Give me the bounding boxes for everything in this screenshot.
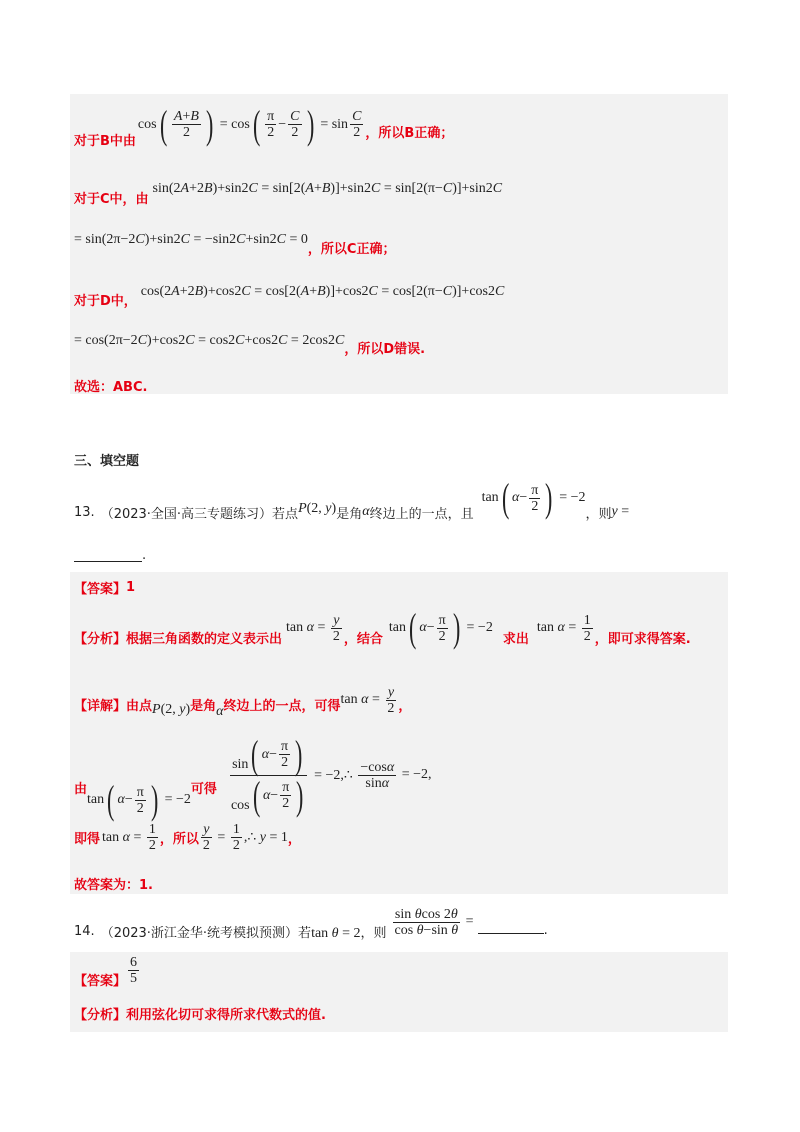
q13-condition: tan ( α − $\frac{\pi}{2}$ ) = −2 — [481, 475, 586, 520]
q13-line — [74, 475, 630, 526]
choice-line — [74, 376, 147, 395]
q13-detail-so: ，所以 — [159, 832, 199, 847]
q13-detail-tan-half: tan α = $\frac{1}{2}$ — [102, 822, 156, 853]
q13-text4: ，则 — [585, 506, 612, 522]
q13-blank-line — [74, 548, 146, 563]
q13-detail-end-comma: ， — [287, 832, 301, 847]
option-d-prefix: 对于D中， — [74, 294, 137, 309]
q13-point: P (2, y ) — [298, 501, 337, 516]
q13-number: 13. — [74, 504, 95, 520]
q14-line — [74, 902, 548, 942]
q13-analysis-text4: ，即可求得答案. — [594, 631, 691, 647]
q13-analysis-condition: tan ( α − $\frac{\pi}{2}$ ) = −2 — [388, 605, 493, 650]
option-d-suffix: ，所以D错误. — [344, 342, 426, 357]
option-c-formula-2: = sin(2π−2 C )+sin2 C = −sin2 C +sin2 C = 0 — [74, 231, 308, 247]
q13-detail-line-3 — [74, 822, 301, 853]
q13-analysis-line — [74, 605, 691, 650]
q13-analysis-text1: 根据三角函数的定义表示出 — [126, 631, 283, 647]
q14-answer-line — [74, 952, 141, 989]
option-b-formula: cos ( $\frac{A+B}{2}$ ) = cos ( $\frac{\pi}{2}$ − $\frac{C}{2}$ ) = sin $\frac{C}{2}$ — [137, 101, 362, 147]
q13-blank — [74, 549, 142, 562]
q13-detail-label: 【详解】 — [74, 698, 127, 714]
q13-detail-line3-start: 即得 — [74, 832, 101, 847]
q14-analysis-text: 利用弦化切可求得所求代数式的值. — [126, 1008, 326, 1023]
q13-detail-text3: 终边上的一点，可得 — [223, 698, 341, 714]
q13-detail-text2: 是角 — [190, 698, 217, 714]
q13-analysis-text3: 求出 — [502, 631, 529, 647]
q13-analysis-label: 【分析】 — [74, 631, 127, 647]
q13-analysis-text2: ，结合 — [343, 631, 383, 647]
option-d-line-1 — [74, 274, 504, 309]
q13-text1: 若点 — [272, 506, 299, 522]
option-d-line-2 — [74, 324, 425, 357]
q13-answer-label: 【答案】 — [74, 582, 127, 597]
option-d-formula-1: cos(2 A +2 B )+cos2 C = cos[2( A + B )]+cos2 C = cos[2(π− C )]+cos2 C — [140, 283, 505, 299]
choice-text: 故选：ABC. — [74, 380, 148, 395]
option-c-suffix: ，所以C正确； — [307, 242, 396, 257]
option-c-line-2 — [74, 222, 395, 257]
q13-answer-line — [74, 578, 135, 597]
q14-answer-den: 5 — [130, 971, 138, 986]
q13-tail: . — [142, 548, 147, 563]
q13-final-line — [74, 874, 153, 893]
option-d-formula-2: = cos(2π−2 C )+cos2 C = cos2 C +cos2 C = 2cos2 C — [74, 332, 345, 348]
q13-detail-line-2 — [74, 730, 432, 820]
option-b-suffix: ，所以B正确； — [365, 126, 454, 141]
q13-alpha: α — [362, 504, 370, 519]
q13-source: （2023·全国·高三专题练习） — [100, 506, 273, 522]
q13-analysis-tan: tan α = $\frac{y}{2}$ — [286, 612, 340, 644]
q14-text1: 若 — [298, 925, 312, 941]
q13-detail-alpha: α — [216, 704, 224, 719]
q14-analysis-label: 【分析】 — [74, 1008, 127, 1023]
section-title: 三、填空题 — [74, 454, 140, 469]
q13-detail-can-get: 可得 — [190, 781, 217, 797]
q13-detail-point: P (2, y ) — [152, 702, 191, 717]
q14-source: （2023·浙江金华·统考模拟预测） — [100, 925, 299, 941]
q13-analysis-result: tan α = $\frac{1}{2}$ — [536, 612, 591, 644]
q13-detail-from: 由 — [74, 781, 88, 797]
q14-number: 14. — [74, 923, 95, 939]
q14-answer-frac — [126, 955, 141, 986]
q13-detail-condition: tan ( α − $\frac{\pi}{2}$ ) = −2 — [87, 777, 191, 822]
option-c-line-1 — [74, 170, 502, 207]
q14-expression: $\frac{\text{sin θcos 2θ}}{\text{cos θ−sin θ}}$ = — [394, 906, 474, 938]
q13-detail-tan: tan α = $\frac{y}{2}$ — [340, 684, 395, 716]
q14-text2: ，则 — [360, 925, 387, 941]
q14-analysis-line — [74, 1004, 326, 1023]
q13-y: y = — [611, 504, 630, 519]
q13-detail-ratio: sin ( α − $\frac{\pi}{2}$ ) cos ( α − $\frac{\pi}{2}$ ) = −2,∴ $\frac{-\cos\alpha}{\sin\alpha}$ = −2, — [230, 731, 432, 818]
option-c-formula-1: sin(2 A +2 B )+sin2 C = sin[2( A + B )]+sin2 C = sin[2(π− C )]+sin2 C — [152, 180, 503, 196]
q13-text2: 是角 — [336, 506, 363, 522]
q13-answer-value: 1 — [126, 580, 136, 595]
option-c-prefix: 对于C中，由 — [74, 192, 149, 207]
q13-detail-comma: ， — [398, 698, 412, 714]
q14-tail: . — [543, 922, 548, 938]
q13-detail-y: $\frac{y}{2}$ = $\frac{1}{2}$ ,∴ y = 1 — [202, 822, 288, 853]
q13-detail-line-1 — [74, 680, 411, 720]
q14-answer-num: 6 — [130, 955, 138, 970]
q13-detail-text1: 由点 — [126, 698, 153, 714]
q13-final: 故答案为：1. — [74, 878, 153, 893]
q14-answer-label: 【答案】 — [74, 974, 127, 989]
q14-condition: tan θ = 2 — [311, 926, 361, 941]
option-b-prefix: 对于B中由 — [74, 134, 136, 149]
option-b-line — [74, 100, 453, 149]
q14-blank — [478, 921, 544, 934]
q13-text3: 终边上的一点，且 — [369, 506, 474, 522]
